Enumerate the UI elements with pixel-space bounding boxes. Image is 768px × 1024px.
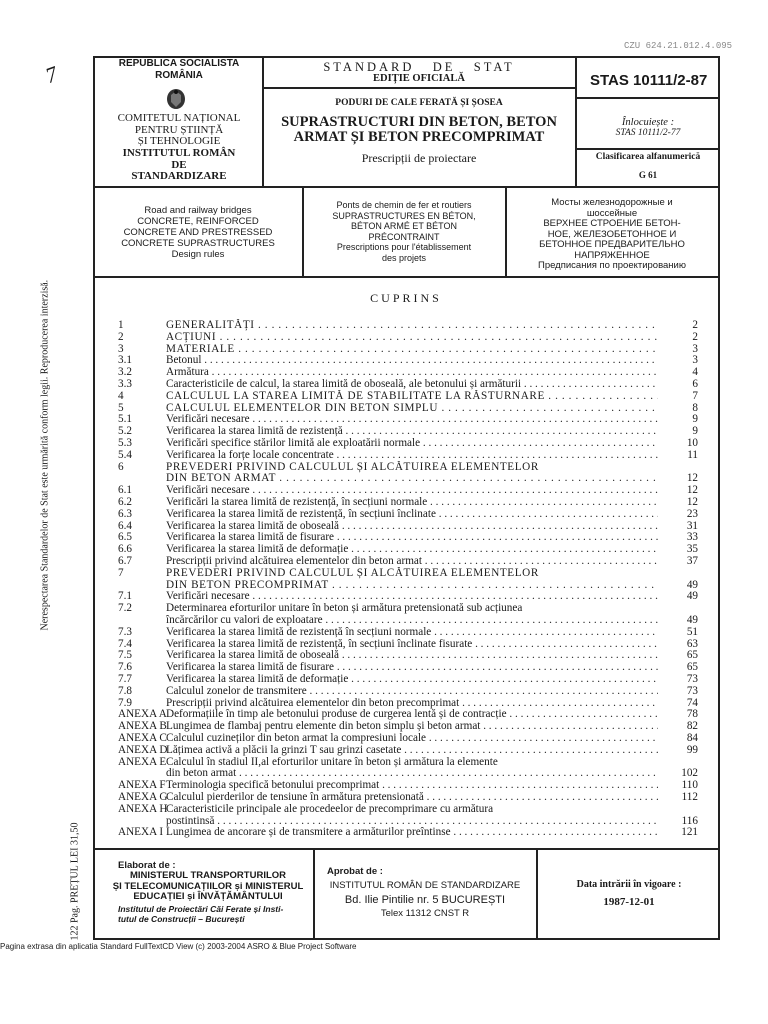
toc-entry bbox=[118, 590, 698, 602]
toc-entry-number: 6.5 bbox=[118, 531, 132, 544]
replaces-value: STAS 10111/2-77 bbox=[615, 128, 681, 138]
toc-entry bbox=[118, 366, 698, 378]
toc-heading: CUPRINS bbox=[370, 291, 442, 305]
approved-label: Aprobat de : bbox=[327, 866, 383, 877]
toc-entry-number: 5.4 bbox=[118, 448, 132, 461]
committee-name: COMITETUL NAȚIONAL PENTRU ȘTIINȚĂ ȘI TEHNOLOGIE bbox=[117, 112, 241, 147]
toc-entry-number: ANEXA I bbox=[118, 826, 164, 839]
toc-entry-title: Deformațiile în timp ale betonului produse de curgerea lentă și de contracție . . . bbox=[166, 708, 658, 720]
toc-entry-page: 99 bbox=[686, 743, 698, 756]
toc-entry bbox=[118, 626, 698, 638]
toc-entry-number: 2 bbox=[118, 330, 124, 343]
toc-entry bbox=[118, 579, 698, 591]
toc-entry-number: 6 bbox=[118, 460, 124, 473]
toc-entry-page: 73 bbox=[686, 673, 698, 685]
toc-entry-page: 2 bbox=[692, 319, 698, 331]
toc-entry-number: 7 bbox=[118, 566, 124, 579]
toc-entry-title: PREVEDERI PRIVIND CALCULUL ȘI ALCĂTUIREA ELEMENTELOR bbox=[166, 460, 539, 473]
toc-entry-page: 7 bbox=[692, 389, 698, 402]
toc-entry-number: 6.7 bbox=[118, 555, 132, 567]
toc-entry-number: 7.1 bbox=[118, 590, 132, 603]
toc-entry-title: postintinsă . . . bbox=[166, 815, 658, 827]
edition-label: EDIȚIE OFICIALĂ bbox=[373, 73, 465, 84]
toc-entry-number: ANEXA H bbox=[118, 802, 168, 815]
toc-entry-page: 121 bbox=[681, 826, 698, 839]
toc-entry-title: Armătura . . . bbox=[166, 366, 658, 378]
toc-entry-number: 7.9 bbox=[118, 696, 132, 709]
toc-entry bbox=[118, 685, 698, 697]
title-french: Ponts de chemin de fer et routiers SUPRASTRUCTURES EN BÉTON, BÉTON ARMÉ ET BÉTON PRÉCONTRAINT Prescriptions pour l'établissement des projets bbox=[332, 200, 476, 263]
toc-entry-page: 110 bbox=[681, 779, 698, 792]
toc-entry-page: 49 bbox=[686, 578, 698, 591]
toc-entry-title: Terminologia specifică betonului precomprimat . . . bbox=[166, 779, 658, 791]
toc-entry-number: 3.1 bbox=[118, 354, 132, 367]
toc-entry bbox=[118, 343, 698, 355]
toc-entry-title: Verificarea la starea limită de deformație . . . bbox=[166, 543, 658, 555]
corner-mark: 7 bbox=[41, 60, 61, 89]
toc-entry-number: 6.2 bbox=[118, 496, 132, 508]
toc-entry-number: 3 bbox=[118, 342, 124, 355]
toc-entry-number: 7.7 bbox=[118, 673, 132, 685]
toc-entry bbox=[118, 484, 698, 496]
toc-entry-title: Caracteristicile de calcul, la starea limită de oboseală, ale betonului și armăturii . . . bbox=[166, 378, 658, 390]
coat-of-arms-icon bbox=[165, 87, 187, 111]
toc-entry-number: 7.6 bbox=[118, 661, 132, 674]
toc-entry-number: ANEXA E bbox=[118, 755, 167, 768]
toc-entry-title: Verificări necesare . . . bbox=[166, 590, 658, 602]
toc-entry-title: PREVEDERI PRIVIND CALCULUL ȘI ALCĂTUIREA ELEMENTELOR bbox=[166, 566, 539, 579]
toc-entry-page: 2 bbox=[692, 330, 698, 343]
toc-entry-number: 7.3 bbox=[118, 625, 132, 638]
side-legal-note: Nerespectarea Standardelor de Stat este urmărită conform legii. Reproducerea interzisă. bbox=[39, 279, 51, 631]
toc-entry-title: Verificări specifice stărilor limită ale exploatării normale . . . bbox=[166, 437, 658, 449]
classification-code: G 61 bbox=[638, 170, 658, 180]
toc-entry bbox=[118, 449, 698, 461]
toc-entry-page: 9 bbox=[692, 413, 698, 426]
toc-entry-page: 9 bbox=[692, 425, 698, 438]
toc-entry-page: 37 bbox=[686, 555, 698, 567]
toc-entry-page: 23 bbox=[686, 507, 698, 520]
side-price-note: 122 Pag. PREȚUL LEI 31,50 bbox=[69, 822, 81, 941]
toc-entry bbox=[118, 673, 698, 685]
toc-entry bbox=[118, 815, 698, 827]
toc-entry bbox=[118, 803, 698, 815]
toc-entry bbox=[118, 744, 698, 756]
toc-entry-title: Betonul . . . bbox=[166, 354, 658, 366]
toc-entry-title: încărcărilor cu valori de exploatare . . . bbox=[166, 614, 658, 626]
elaborated-by: MINISTERUL TRANSPORTURILOR ȘI TELECOMUNICAȚIILOR și MINISTERUL EDUCAȚIEI și ÎNVĂȚĂMÂNTULUI bbox=[112, 870, 304, 902]
classification-label: Clasificarea alfanumerică bbox=[595, 152, 701, 162]
toc-entry bbox=[118, 520, 698, 532]
approved-by: INSTITUTUL ROMÂN DE STANDARDIZARE bbox=[329, 880, 521, 891]
toc-entry-title: Verificarea la starea limită de fisurare . . . bbox=[166, 531, 658, 543]
toc-entry-number: ANEXA A bbox=[118, 708, 167, 721]
toc-entry-page: 6 bbox=[692, 378, 698, 390]
toc-entry-title: Verificarea la starea limită de deformație . . . bbox=[166, 673, 658, 685]
toc-entry-page: 12 bbox=[686, 472, 698, 485]
toc-entry bbox=[118, 319, 698, 331]
toc-entry-page: 73 bbox=[686, 684, 698, 697]
toc-entry-page: 4 bbox=[692, 366, 698, 379]
toc-entry-number: 7.4 bbox=[118, 637, 132, 650]
toc-entry bbox=[118, 661, 698, 673]
toc-entry-title: Calculul în stadiul II,al eforturilor unitare în beton și armătura la elemente bbox=[166, 755, 498, 768]
toc-entry-number: 7.8 bbox=[118, 684, 132, 697]
toc-entry-title: Prescripții privind alcătuirea elementelor din beton precomprimat . . . bbox=[166, 697, 658, 709]
effective-date-label: Data intrării în vigoare : bbox=[576, 879, 682, 890]
toc-entry-page: 65 bbox=[686, 649, 698, 662]
toc-entry bbox=[118, 437, 698, 449]
toc-entry-title: Verificarea la starea limită de oboseală . . . bbox=[166, 649, 658, 661]
toc-entry bbox=[118, 508, 698, 520]
toc-entry bbox=[118, 390, 698, 402]
toc-entry bbox=[118, 708, 698, 720]
toc-entry-number: 3.3 bbox=[118, 378, 132, 390]
toc-entry-number: ANEXA G bbox=[118, 791, 168, 803]
toc-entry-number: 5.1 bbox=[118, 413, 132, 426]
toc-list bbox=[118, 319, 698, 839]
toc-entry-number: 4 bbox=[118, 389, 124, 402]
toc-entry-page: 33 bbox=[686, 531, 698, 544]
toc-entry-page: 65 bbox=[686, 661, 698, 674]
toc-entry-title: Verificarea la starea limită de rezistență, în secțiuni înclinate fisurate . . . bbox=[166, 638, 658, 650]
toc-entry bbox=[118, 331, 698, 343]
toc-entry-title: Verificarea la starea limită de rezistență, în secțiuni înclinate . . . bbox=[166, 508, 658, 520]
replaces-label: Înlocuiește : bbox=[621, 117, 675, 128]
country-name: REPUBLICA SOCIALISTA ROMÂNIA bbox=[118, 58, 240, 81]
toc-entry bbox=[118, 402, 698, 414]
toc-entry bbox=[118, 354, 698, 366]
toc-entry-number: ANEXA D bbox=[118, 743, 168, 756]
toc-entry-number: ANEXA C bbox=[118, 732, 167, 744]
toc-entry-page: 63 bbox=[686, 637, 698, 650]
toc-entry-number: 6.3 bbox=[118, 507, 132, 520]
toc-entry-page: 10 bbox=[686, 437, 698, 449]
bottom-note: Pagina extrasa din aplicatia Standard FullTextCD View (c) 2003-2004 ASRO & Blue Project Software bbox=[0, 942, 357, 951]
document-title: SUPRASTRUCTURI DIN BETON, BETON ARMAT ȘI BETON PRECOMPRIMAT bbox=[281, 114, 557, 145]
toc-entry bbox=[118, 826, 698, 838]
address: Bd. Ilie Pintilie nr. 5 BUCUREȘTI bbox=[344, 894, 506, 906]
toc-entry-page: 82 bbox=[686, 720, 698, 733]
toc-entry-title: Lungimea de flambaj pentru elemente din beton simplu și beton armat . . . bbox=[166, 720, 658, 732]
toc-entry-page: 102 bbox=[681, 767, 698, 780]
toc-entry bbox=[118, 531, 698, 543]
toc-entry-title: Determinarea eforturilor unitare în beton și armătura pretensionată sub acțiunea bbox=[166, 602, 523, 615]
title-english: Road and railway bridges CONCRETE, REINFORCED CONCRETE AND PRESTRESSED CONCRETE SUPRASTRUCTURES Design rules bbox=[121, 205, 275, 260]
toc-entry-title: Calculul zonelor de transmitere . . . bbox=[166, 685, 658, 697]
toc-entry-title: GENERALITĂȚI . . . bbox=[166, 319, 658, 331]
toc-entry-number: 6.4 bbox=[118, 519, 132, 532]
toc-entry-number: 5.3 bbox=[118, 437, 132, 449]
toc-entry-page: 12 bbox=[686, 484, 698, 497]
toc-entry bbox=[118, 413, 698, 425]
toc-entry-title: din beton armat . . . bbox=[166, 767, 658, 779]
document-subtitle: Prescripții de proiectare bbox=[361, 151, 477, 165]
toc-entry-number: 3.2 bbox=[118, 366, 132, 379]
effective-date: 1987-12-01 bbox=[603, 896, 655, 908]
toc-entry bbox=[118, 461, 698, 473]
toc-entry bbox=[118, 756, 698, 768]
toc-entry-title: Lungimea de ancorare și de transmitere a armăturilor preîntinse . . . bbox=[166, 826, 658, 838]
toc-entry-title: ACȚIUNI . . . bbox=[166, 331, 658, 343]
toc-entry bbox=[118, 555, 698, 567]
toc-entry-title: Verificări necesare . . . bbox=[166, 484, 658, 496]
standard-label: STANDARD DE STAT bbox=[323, 60, 515, 74]
toc-entry-number: 6.6 bbox=[118, 543, 132, 556]
toc-entry-title: Prescripții privind alcătuirea elementelor din beton armat . . . bbox=[166, 555, 658, 567]
toc-entry bbox=[118, 425, 698, 437]
toc-entry-title: MATERIALE . . . bbox=[166, 343, 658, 355]
toc-entry bbox=[118, 378, 698, 390]
domain-label: PODURI DE CALE FERATĂ ȘI ȘOSEA bbox=[335, 98, 503, 108]
toc-entry-page: 49 bbox=[686, 590, 698, 603]
toc-entry-title: DIN BETON PRECOMPRIMAT . . . bbox=[166, 579, 658, 591]
toc-entry-number: 1 bbox=[118, 319, 124, 331]
toc-entry-page: 84 bbox=[686, 732, 698, 744]
toc-entry-title: Verificarea la starea limită de rezistență în secțiuni normale . . . bbox=[166, 626, 658, 638]
elaborated-label: Elaborat de : bbox=[118, 860, 176, 871]
toc-entry-title: Calculul pierderilor de tensiune în armătura pretensionată . . . bbox=[166, 791, 658, 803]
toc-entry-title: CALCULUL LA STAREA LIMITĂ DE STABILITATE LA RĂSTURNARE . . . bbox=[166, 390, 658, 402]
elaborated-institute: Institutul de Proiectări Căi Ferate și Insti- tutul de Construcții – București bbox=[118, 904, 284, 924]
toc-entry-number: 7.5 bbox=[118, 649, 132, 662]
toc-entry bbox=[118, 697, 698, 709]
toc-entry-page: 74 bbox=[686, 696, 698, 709]
stas-number: STAS 10111/2-87 bbox=[590, 72, 708, 89]
toc-entry-title: Verificarea la starea limită de oboseală . . . bbox=[166, 520, 658, 532]
toc-entry bbox=[118, 649, 698, 661]
toc-entry-number: ANEXA B bbox=[118, 720, 167, 733]
toc-entry-page: 78 bbox=[686, 708, 698, 721]
toc-entry-title: CALCULUL ELEMENTELOR DIN BETON SIMPLU . . . bbox=[166, 402, 658, 414]
toc-entry-title: Verificarea la forțe locale concentrate . . . bbox=[166, 449, 658, 461]
toc-entry-page: 12 bbox=[686, 496, 698, 508]
toc-entry-page: 8 bbox=[692, 401, 698, 414]
toc-entry-number: ANEXA F bbox=[118, 779, 166, 792]
toc-entry bbox=[118, 767, 698, 779]
toc-entry-page: 3 bbox=[692, 354, 698, 367]
toc-entry bbox=[118, 732, 698, 744]
toc-entry-title: Verificări la starea limită de rezistență, în secțiuni normale . . . bbox=[166, 496, 658, 508]
toc-entry bbox=[118, 614, 698, 626]
toc-entry-page: 31 bbox=[686, 519, 698, 532]
classification-stamp: CZU 624.21.012.4.095 bbox=[624, 41, 733, 51]
toc-entry-page: 11 bbox=[687, 448, 698, 461]
toc-entry-title: Verificarea la starea limită de fisurare . . . bbox=[166, 661, 658, 673]
toc-entry-title: DIN BETON ARMAT . . . bbox=[166, 472, 658, 484]
toc-entry-number: 5.2 bbox=[118, 425, 132, 438]
toc-entry-number: 6.1 bbox=[118, 484, 132, 497]
toc-entry bbox=[118, 638, 698, 650]
title-russian: Мосты железнодорожные и шоссейные ВЕРХНЕЕ СТРОЕНИЕ БЕТОН- НОЕ, ЖЕЛЕЗОБЕТОННОЕ И БЕТОННОЕ ПРЕДВАРИТЕЛЬНО НАПРЯЖЕННОЕ Предписания по проектированию bbox=[537, 197, 686, 271]
toc-entry-title: Calculul cuzineților din beton armat la compresiuni locale . . . bbox=[166, 732, 658, 744]
toc-entry-title: Caracteristicile principale ale procedeelor de precomprimare cu armătura bbox=[166, 802, 494, 815]
toc-entry-page: 3 bbox=[692, 342, 698, 355]
toc-entry-number: 5 bbox=[118, 401, 124, 414]
toc-entry bbox=[118, 602, 698, 614]
toc-entry-page: 116 bbox=[681, 814, 698, 827]
toc-entry bbox=[118, 543, 698, 555]
toc-entry-page: 49 bbox=[686, 614, 698, 626]
toc-entry-page: 112 bbox=[681, 791, 698, 803]
toc-entry-number: 7.2 bbox=[118, 602, 132, 615]
toc-entry-title: Verificarea la starea limită de rezistență . . . bbox=[166, 425, 658, 437]
toc-entry-title: Verificări necesare . . . bbox=[166, 413, 658, 425]
toc-entry bbox=[118, 496, 698, 508]
toc-entry-title: Lățimea activă a plăcii la grinzi T sau grinzi casetate . . . bbox=[166, 744, 658, 756]
toc-entry bbox=[118, 720, 698, 732]
toc-entry bbox=[118, 567, 698, 579]
toc-entry bbox=[118, 791, 698, 803]
toc-entry bbox=[118, 779, 698, 791]
toc-entry-page: 35 bbox=[686, 543, 698, 556]
institute-name: INSTITUTUL ROMÂN DE STANDARDIZARE bbox=[122, 147, 236, 182]
toc-entry-page: 51 bbox=[686, 625, 698, 638]
telex: Telex 11312 CNST R bbox=[380, 908, 470, 919]
toc-entry bbox=[118, 472, 698, 484]
